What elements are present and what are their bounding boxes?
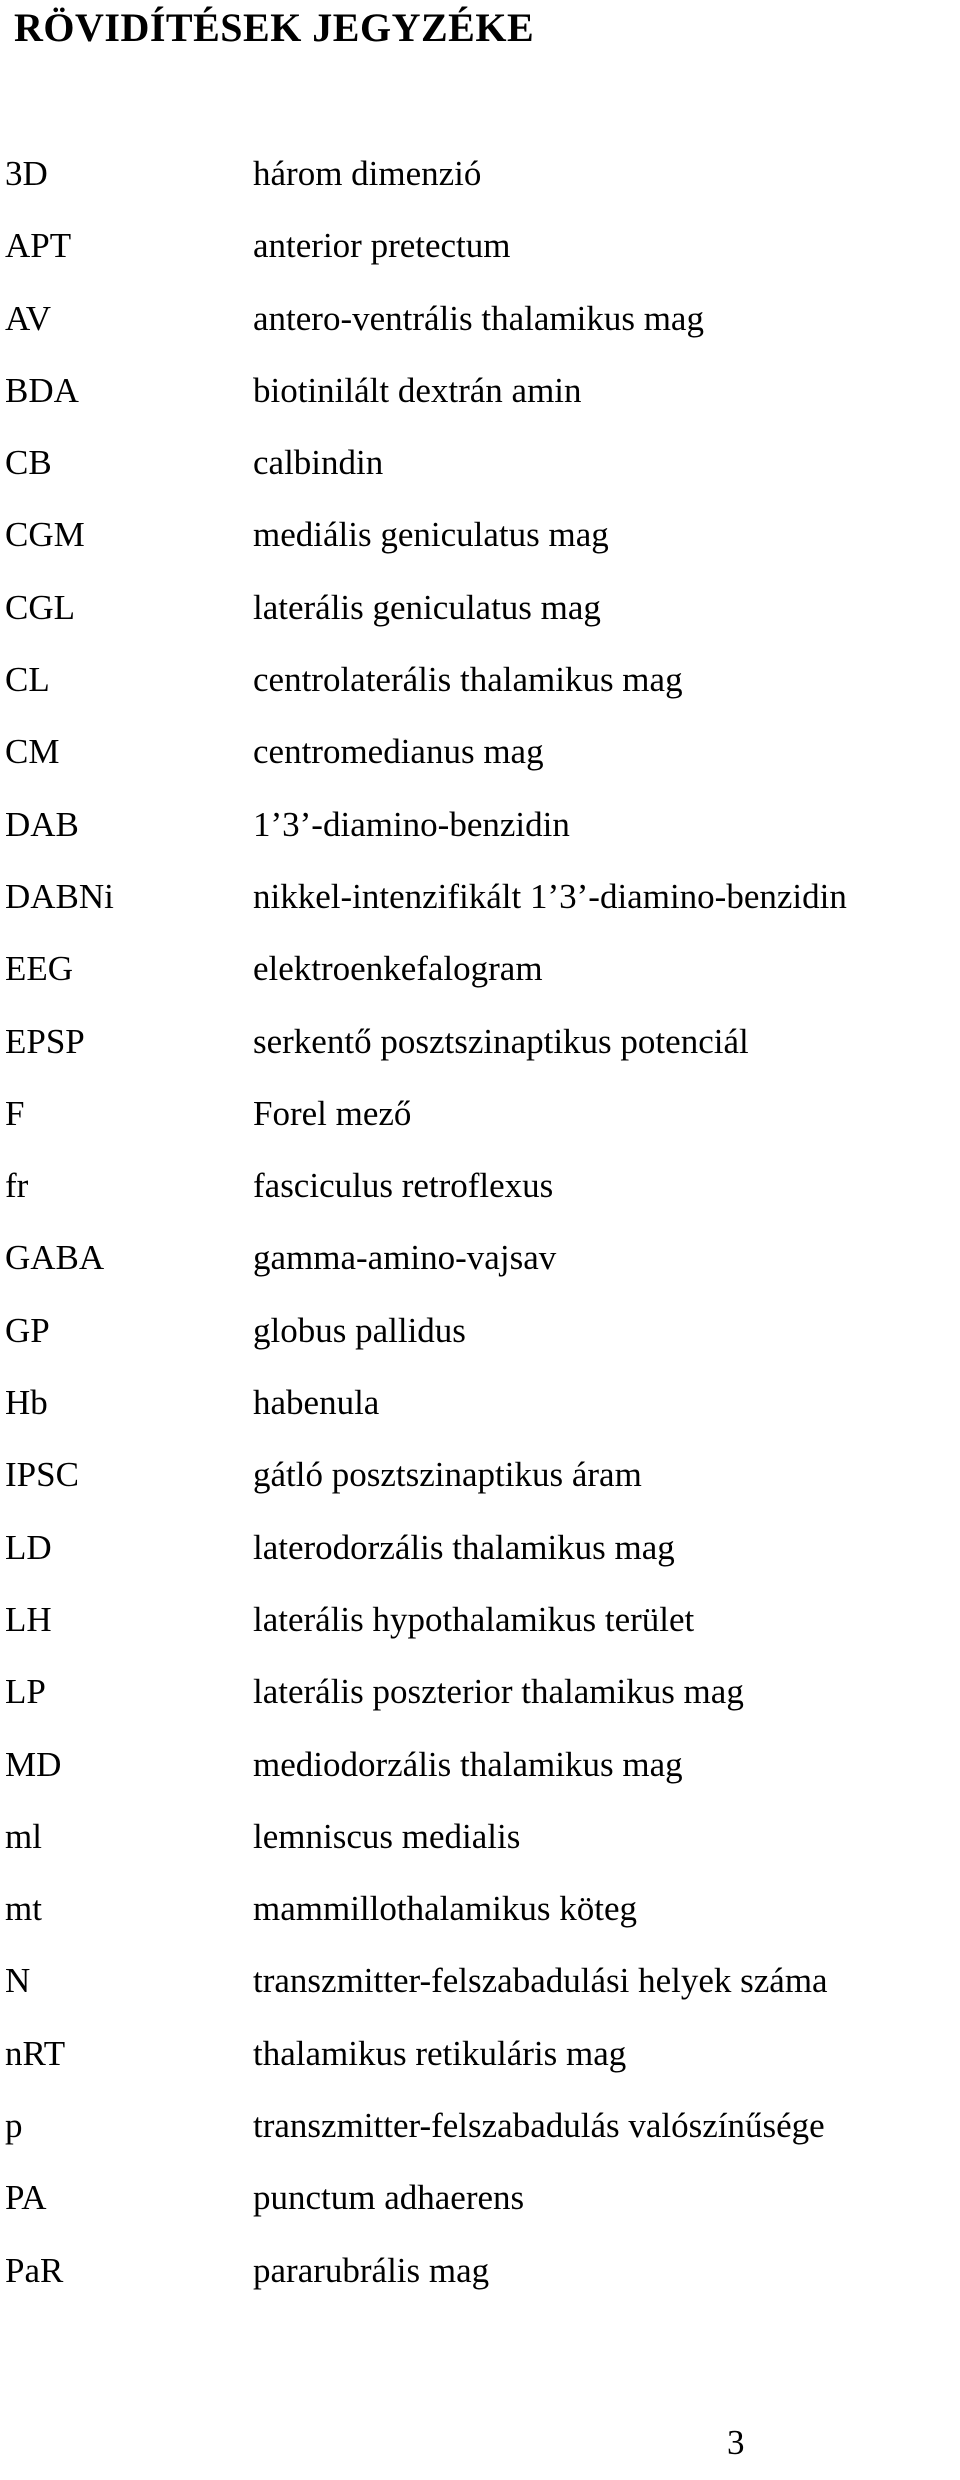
abbreviation-row (0, 2106, 960, 2178)
abbreviation-row (0, 1528, 960, 1600)
abbreviation-row (0, 1889, 960, 1961)
abbreviation-row (0, 515, 960, 587)
abbreviation-term: CM (5, 732, 60, 772)
abbreviation-row (0, 1672, 960, 1744)
abbreviation-definition: calbindin (253, 443, 384, 483)
abbreviation-row (0, 1600, 960, 1672)
abbreviation-term: GP (5, 1310, 50, 1350)
abbreviation-definition: globus pallidus (253, 1310, 466, 1350)
abbreviation-row (0, 1094, 960, 1166)
abbreviation-row (0, 1817, 960, 1889)
abbreviation-row (0, 2034, 960, 2106)
page-title: RÖVIDÍTÉSEK JEGYZÉKE (14, 5, 535, 50)
abbreviation-row (0, 949, 960, 1021)
abbreviation-row (0, 1238, 960, 1310)
abbreviation-term: PA (5, 2178, 47, 2218)
abbreviation-row (0, 732, 960, 804)
abbreviation-term: LP (5, 1672, 46, 1712)
abbreviation-row (0, 1311, 960, 1383)
abbreviation-term: Hb (5, 1383, 48, 1423)
abbreviation-term: mt (5, 1889, 42, 1929)
abbreviation-term: ml (5, 1816, 42, 1856)
abbreviation-term: CGL (5, 587, 75, 627)
abbreviation-term: p (5, 2106, 23, 2146)
abbreviation-definition: laterális poszterior thalamikus mag (253, 1672, 744, 1712)
abbreviation-definition: mediális geniculatus mag (253, 515, 609, 555)
abbreviation-term: N (5, 1961, 31, 2001)
abbreviation-term: CGM (5, 515, 85, 555)
abbreviation-definition: biotinilált dextrán amin (253, 370, 582, 410)
abbreviation-definition: gamma-amino-vajsav (253, 1238, 557, 1278)
abbreviation-row (0, 154, 960, 226)
abbreviation-term: LD (5, 1527, 52, 1567)
abbreviation-row (0, 299, 960, 371)
abbreviation-term: nRT (5, 2033, 66, 2073)
abbreviation-term: AV (5, 298, 52, 338)
abbreviation-definition: gátló posztszinaptikus áram (253, 1455, 642, 1495)
abbreviation-definition: laterális hypothalamikus terület (253, 1599, 695, 1639)
abbreviation-definition: transzmitter-felszabadulás valószínűsége (253, 2106, 825, 2146)
abbreviation-term: PaR (5, 2250, 64, 2290)
abbreviation-term: EEG (5, 949, 74, 989)
abbreviation-definition: anterior pretectum (253, 226, 511, 266)
abbreviation-term: DABNi (5, 876, 114, 916)
abbreviation-row (0, 2251, 960, 2323)
abbreviation-definition: mediodorzális thalamikus mag (253, 1744, 683, 1784)
abbreviation-term: DAB (5, 804, 79, 844)
abbreviation-row (0, 1022, 960, 1094)
abbreviation-definition: lemniscus medialis (253, 1816, 521, 1856)
abbreviation-definition: habenula (253, 1383, 380, 1423)
abbreviation-term: LH (5, 1599, 52, 1639)
abbreviation-row (0, 1166, 960, 1238)
abbreviation-definition: centromedianus mag (253, 732, 544, 772)
abbreviation-definition: antero-ventrális thalamikus mag (253, 298, 704, 338)
abbreviation-term: MD (5, 1744, 62, 1784)
abbreviation-list (0, 154, 960, 2323)
abbreviation-definition: laterális geniculatus mag (253, 587, 601, 627)
abbreviation-definition: nikkel-intenzifikált 1’3’-diamino-benzidin (253, 876, 847, 916)
abbreviation-term: BDA (5, 370, 79, 410)
abbreviation-term: EPSP (5, 1021, 85, 1061)
abbreviation-term: CL (5, 660, 50, 700)
abbreviation-definition: transzmitter-felszabadulási helyek száma (253, 1961, 828, 2001)
abbreviation-row (0, 2178, 960, 2250)
abbreviation-definition: mammillothalamikus köteg (253, 1889, 637, 1929)
abbreviation-row (0, 877, 960, 949)
abbreviation-term: IPSC (5, 1455, 79, 1495)
abbreviation-row (0, 1961, 960, 2033)
abbreviation-row (0, 1383, 960, 1455)
abbreviation-definition: három dimenzió (253, 154, 482, 193)
abbreviation-term: CB (5, 443, 52, 483)
abbreviation-definition: fasciculus retroflexus (253, 1166, 554, 1206)
abbreviation-term: GABA (5, 1238, 105, 1278)
abbreviation-row (0, 660, 960, 732)
abbreviation-definition: 1’3’-diamino-benzidin (253, 804, 570, 844)
abbreviation-definition: laterodorzális thalamikus mag (253, 1527, 675, 1567)
page-number: 3 (727, 2423, 745, 2462)
abbreviation-definition: thalamikus retikuláris mag (253, 2033, 627, 2073)
abbreviation-row (0, 371, 960, 443)
abbreviation-definition: centrolaterális thalamikus mag (253, 660, 683, 700)
abbreviation-definition: punctum adhaerens (253, 2178, 525, 2218)
abbreviation-definition: Forel mező (253, 1093, 412, 1133)
abbreviation-term: F (5, 1093, 25, 1133)
abbreviation-term: 3D (5, 154, 48, 193)
abbreviation-row (0, 588, 960, 660)
abbreviation-definition: pararubrális mag (253, 2250, 490, 2290)
abbreviation-term: APT (5, 226, 72, 266)
abbreviation-row (0, 805, 960, 877)
abbreviation-row (0, 443, 960, 515)
abbreviation-row (0, 1455, 960, 1527)
abbreviation-definition: serkentő posztszinaptikus potenciál (253, 1021, 749, 1061)
abbreviation-row (0, 226, 960, 298)
abbreviation-definition: elektroenkefalogram (253, 949, 543, 989)
abbreviation-row (0, 1745, 960, 1817)
abbreviation-term: fr (5, 1166, 29, 1206)
